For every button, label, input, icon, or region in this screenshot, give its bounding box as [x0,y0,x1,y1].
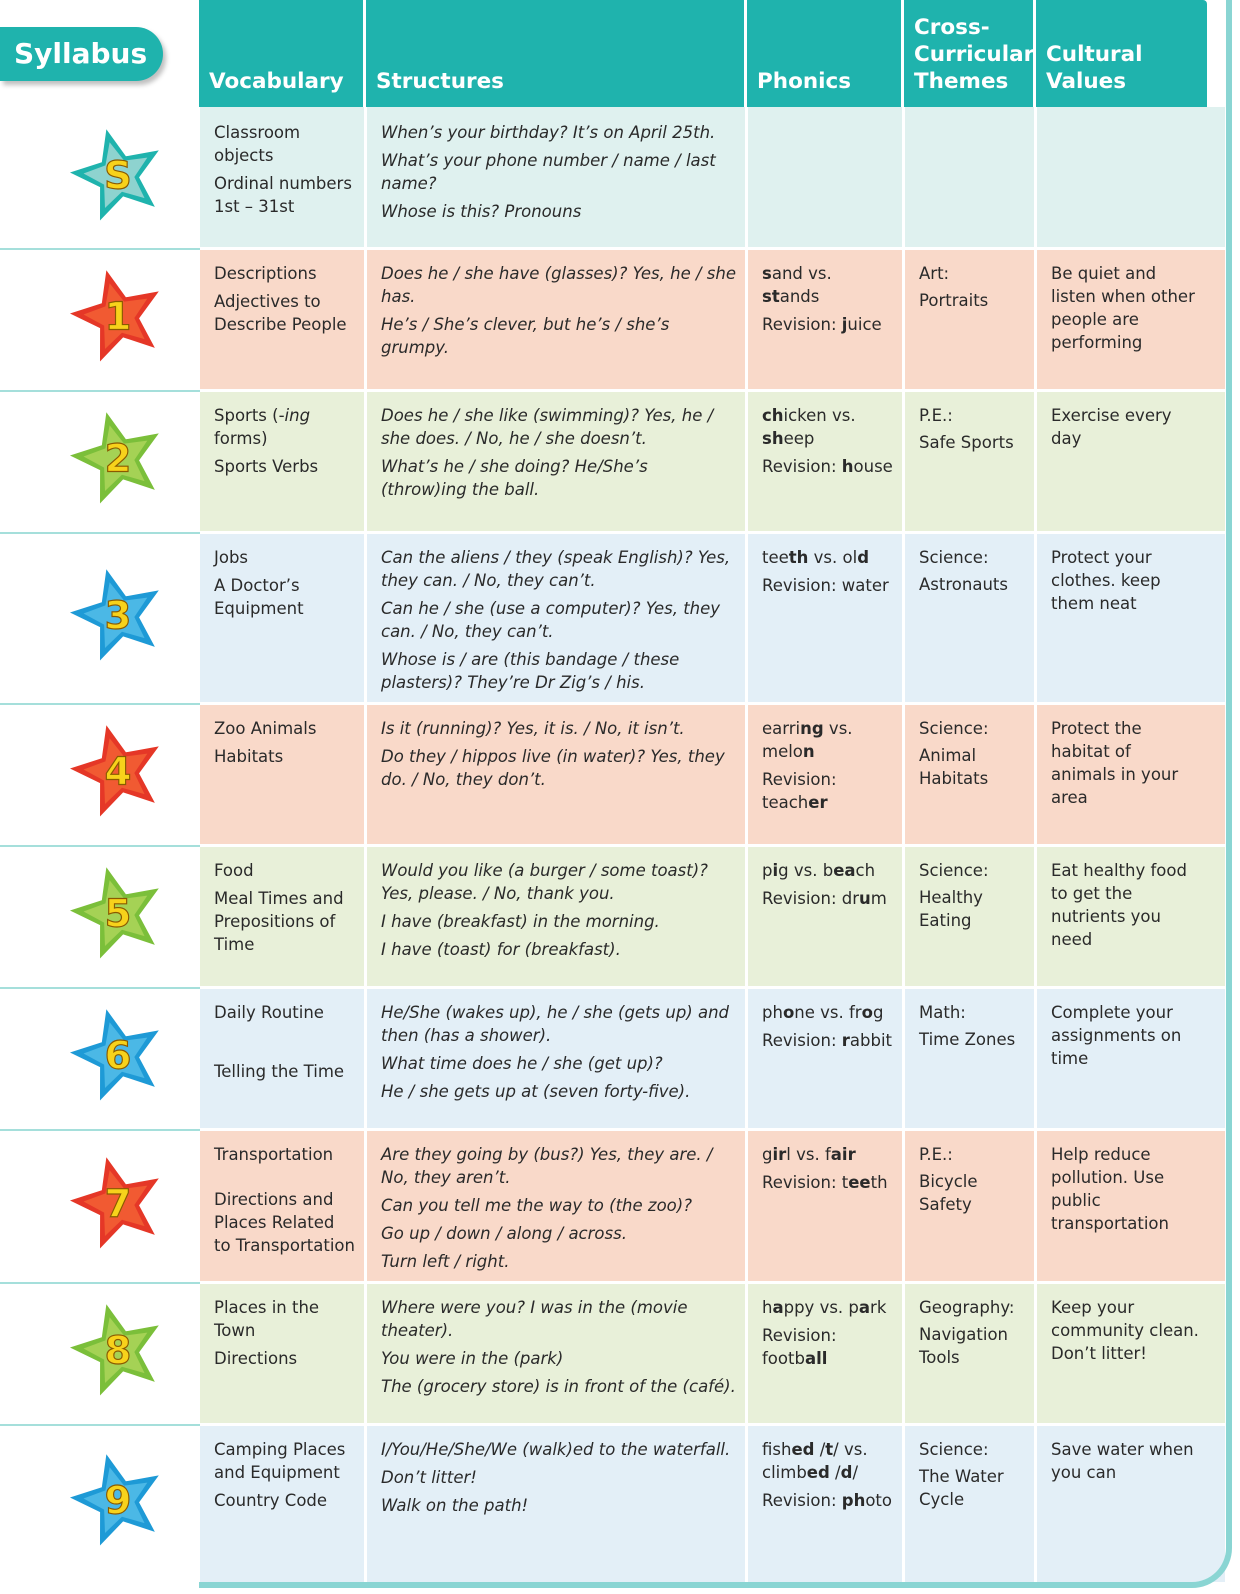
themes-line: Art: [919,264,950,283]
vocabulary-line: Directions and Places Related to Transportation [214,1190,355,1255]
header-values: Cultural Values [1036,0,1207,107]
themes-line: Science: [919,719,989,738]
themes-line: Science: [919,548,989,567]
phonics-line: teeth vs. old [762,548,870,567]
vocabulary-line: A Doctor’s Equipment [214,576,304,618]
phonics-line: pig vs. beach [762,861,876,880]
row-rule [0,845,200,847]
structures-line: Does he / she have (glasses)? Yes, he / she has. [381,264,736,306]
header-vocabulary: Vocabulary [199,0,363,107]
vocabulary-line: Sports Verbs [214,457,319,476]
structures-line: You were in the (park) [381,1349,564,1368]
themes-line: Navigation Tools [919,1325,1008,1367]
themes-line: Animal Habitats [919,746,989,788]
structures-line: Go up / down / along / across. [381,1224,627,1243]
phonics-line: Revision: water [762,576,889,595]
unit-label: 2 [104,436,132,482]
structures-line: Would you like (a burger / some toast)? Yes, please. / No, thank you. [381,861,708,903]
vocabulary-line: Meal Times and Prepositions of Time [214,889,344,954]
values-line: Keep your community clean. Don’t litter! [1051,1298,1199,1363]
syllabus-tab: Syllabus [0,27,163,81]
header-structures: Structures [366,0,744,107]
phonics-line: Revision: teeth [762,1173,888,1192]
structures-line: Does he / she like (swimming)? Yes, he / she does. / No, he / she doesn’t. [381,406,714,448]
themes-line: Math: [919,1003,966,1022]
unit-label: 4 [104,749,132,795]
structures-line: I/You/He/She/We (walk)ed to the waterfall. [381,1440,731,1459]
phonics-line: earring vs. melon [762,719,853,761]
header-phonics: Phonics [747,0,901,107]
phonics-line: girl vs. fair [762,1145,856,1164]
unit-label: 3 [104,592,132,638]
vocabulary-line: Zoo Animals [214,719,317,738]
unit-star-icon [68,1151,168,1251]
themes-line: Safe Sports [919,433,1014,452]
themes-line: P.E.: [919,1145,953,1164]
values-line: Help reduce pollution. Use public transportation [1051,1145,1169,1233]
unit-label: 8 [104,1328,132,1374]
values-line: Exercise every day [1051,406,1172,448]
row-rule [0,532,200,534]
themes-line: Bicycle Safety [919,1172,978,1214]
themes-line: P.E.: [919,406,953,425]
themes-line: Geography: [919,1298,1015,1317]
phonics-line: phone vs. frog [762,1003,884,1022]
unit-star-icon [68,1003,168,1103]
structures-line: He’s / She’s clever, but he’s / she’s grumpy. [381,315,670,357]
values-line: Complete your assignments on time [1051,1003,1182,1068]
values-line: Eat healthy food to get the nutrients you need [1051,861,1187,949]
structures-line: Don’t litter! [381,1468,477,1487]
themes-line: The Water Cycle [919,1467,1004,1509]
unit-label: 1 [104,294,132,340]
vocabulary-line: Daily Routine [214,1003,324,1022]
row-rule [0,1282,200,1284]
themes-line: Science: [919,861,989,880]
structures-line: Whose is this? Pronouns [381,202,582,221]
structures-line: What’s your phone number / name / last name? [381,151,716,193]
unit-label: 5 [104,891,132,937]
unit-label: S [104,152,132,198]
vocabulary-line: Transportation [214,1145,334,1164]
structures-line: Can he / she (use a computer)? Yes, they can. / No, they can’t. [381,599,721,641]
structures-line: Are they going by (bus?) Yes, they are. / No, they aren’t. [381,1145,713,1187]
phonics-line: sand vs. stands [762,264,832,306]
phonics-line: chicken vs. sheep [762,406,856,448]
structures-line: Turn left / right. [381,1252,510,1271]
phonics-line: Revision: juice [762,315,882,334]
unit-star-icon [68,1298,168,1398]
structures-line: I have (toast) for (breakfast). [381,940,621,959]
vocabulary-line: Ordinal numbers 1st – 31st [214,174,352,216]
themes-line: Time Zones [919,1030,1016,1049]
values-line: Protect the habitat of animals in your area [1051,719,1179,807]
vocabulary-line: Camping Places and Equipment [214,1440,346,1482]
structures-line: I have (breakfast) in the morning. [381,912,660,931]
phonics-line: Revision: drum [762,889,887,908]
vocabulary-line: Jobs [214,548,249,567]
unit-star-icon [68,563,168,663]
vocabulary-line: Sports (-ing forms) [214,406,311,448]
structures-line: Do they / hippos live (in water)? Yes, they do. / No, they don’t. [381,747,725,789]
vocabulary-line: Food [214,861,254,880]
unit-label: 7 [104,1180,132,1226]
unit-star-icon [68,719,168,819]
unit-star-icon [68,406,168,506]
vocabulary-line: Directions [214,1349,298,1368]
row-rule [0,1424,200,1426]
structures-line: Whose is / are (this bandage / these plasters)? They’re Dr Zig’s / his. [381,650,680,692]
structures-line: Is it (running)? Yes, it is. / No, it isn’t. [381,719,685,738]
unit-star-icon [68,861,168,961]
values-line: Be quiet and listen when other people are performing [1051,264,1195,352]
structures-line: Walk on the path! [381,1496,529,1515]
values-line: Protect your clothes. keep them neat [1051,548,1161,613]
themes-line: Astronauts [919,575,1008,594]
structures-line: He / she gets up at (seven forty-five). [381,1082,691,1101]
phonics-line: Revision: photo [762,1491,892,1510]
unit-label: 6 [104,1033,132,1079]
vocabulary-line: Adjectives to Describe People [214,292,347,334]
structures-line: Can you tell me the way to (the zoo)? [381,1196,692,1215]
phonics-line: Revision: football [762,1326,837,1368]
themes-line: Science: [919,1440,989,1459]
structures-line: Where were you? I was in the (movie theater). [381,1298,688,1340]
phonics-line: Revision: house [762,457,893,476]
unit-label: 9 [104,1478,132,1524]
vocabulary-line: Classroom objects [214,123,301,165]
structures-line: Can the aliens / they (speak English)? Yes, they can. / No, they can’t. [381,548,731,590]
vocabulary-line: Country Code [214,1491,328,1510]
themes-line: Portraits [919,291,989,310]
themes-line: Healthy Eating [919,888,983,930]
phonics-line: Revision: rabbit [762,1031,893,1050]
unit-star-icon [68,123,168,223]
structures-line: What time does he / she (get up)? [381,1054,663,1073]
row-rule [0,1129,200,1131]
phonics-line: fished /t/ vs. climbed /d/ [762,1440,868,1482]
vocabulary-line: Habitats [214,747,284,766]
structures-line: When’s your birthday? It’s on April 25th. [381,123,716,142]
values-line: Save water when you can [1051,1440,1194,1482]
structures-line: He/She (wakes up), he / she (gets up) and then (has a shower). [381,1003,730,1045]
phonics-line: Revision: teacher [762,770,837,812]
table-frame [199,0,1232,1588]
row-rule [0,248,200,250]
vocabulary-line: Descriptions [214,264,317,283]
structures-line: What’s he / she doing? He/She’s (throw)ing the ball. [381,457,648,499]
unit-star-icon [68,1448,168,1548]
header-themes: Cross- Curricular Themes [904,0,1033,107]
vocabulary-line: Telling the Time [214,1062,345,1081]
unit-star-icon [68,264,168,364]
row-rule [0,390,200,392]
phonics-line: happy vs. park [762,1298,887,1317]
row-rule [0,987,200,989]
structures-line: The (grocery store) is in front of the (café). [381,1377,736,1396]
row-rule [0,703,200,705]
vocabulary-line: Places in the Town [214,1298,320,1340]
